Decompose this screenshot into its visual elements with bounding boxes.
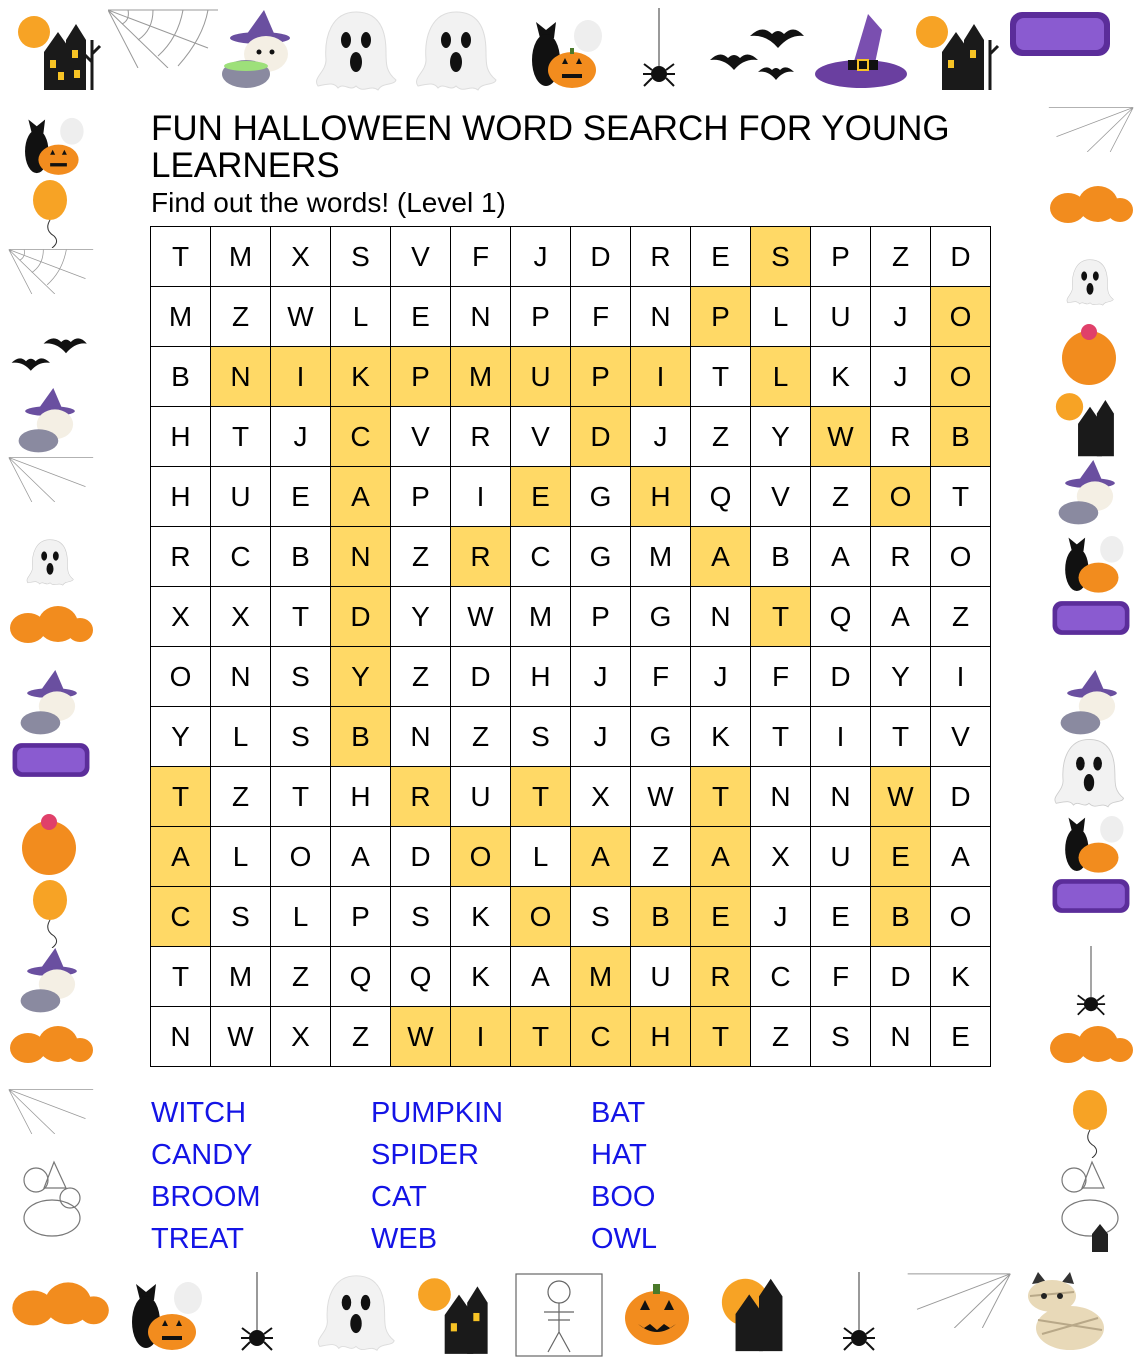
jack-o-lantern-icon: [622, 1278, 692, 1348]
grid-cell[interactable]: W: [811, 407, 871, 467]
ghost-icon: [22, 528, 78, 598]
mummy-cat-icon: [1012, 1270, 1112, 1356]
grid-cell[interactable]: J: [871, 347, 931, 407]
grid-cell[interactable]: W: [871, 767, 931, 827]
grid-cell[interactable]: A: [931, 827, 991, 887]
word-list-item: BAT: [591, 1097, 646, 1129]
trick-or-treat-bucket-icon: [1058, 320, 1120, 386]
grid-cell[interactable]: Z: [931, 587, 991, 647]
grid-cell[interactable]: U: [451, 767, 511, 827]
grid-cell[interactable]: J: [271, 407, 331, 467]
grid-cell[interactable]: A: [811, 527, 871, 587]
happy-halloween-logo-icon: [1048, 876, 1134, 916]
grid-cell[interactable]: T: [151, 767, 211, 827]
haunted-house-icon: [1052, 388, 1128, 458]
grid-cell[interactable]: I: [931, 647, 991, 707]
grid-cell[interactable]: W: [211, 1007, 271, 1067]
grid-cell[interactable]: P: [691, 287, 751, 347]
grid-cell[interactable]: M: [631, 527, 691, 587]
grid-cell[interactable]: G: [571, 527, 631, 587]
ghost-icon: [1046, 736, 1132, 812]
grid-cell[interactable]: N: [751, 767, 811, 827]
grid-cell[interactable]: O: [871, 467, 931, 527]
grid-cell[interactable]: C: [511, 527, 571, 587]
grid-cell[interactable]: N: [151, 1007, 211, 1067]
grid-cell[interactable]: R: [151, 527, 211, 587]
grid-cell[interactable]: P: [331, 887, 391, 947]
black-cat-pumpkin-icon: [1060, 526, 1132, 596]
grid-cell[interactable]: E: [871, 827, 931, 887]
grid-cell[interactable]: J: [571, 707, 631, 767]
grid-cell[interactable]: C: [211, 527, 271, 587]
grid-row: [151, 827, 991, 887]
grid-cell[interactable]: H: [331, 767, 391, 827]
grid-cell[interactable]: Z: [631, 827, 691, 887]
grid-cell[interactable]: H: [631, 467, 691, 527]
grid-row: [151, 347, 991, 407]
grid-cell[interactable]: O: [151, 647, 211, 707]
grid-cell[interactable]: Z: [451, 707, 511, 767]
grid-cell[interactable]: L: [271, 887, 331, 947]
grid-cell[interactable]: P: [571, 587, 631, 647]
grid-cell[interactable]: D: [391, 827, 451, 887]
spider-web-icon: [8, 248, 94, 294]
grid-cell[interactable]: O: [931, 287, 991, 347]
word-list-item: WEB: [371, 1223, 438, 1255]
ghost-icon: [308, 1272, 404, 1356]
grid-cell[interactable]: N: [211, 347, 271, 407]
spider-icon: [1074, 946, 1108, 1020]
ghost-cauldron-icon: [214, 8, 306, 92]
grid-cell[interactable]: R: [691, 947, 751, 1007]
grid-cell[interactable]: G: [631, 707, 691, 767]
grid-cell[interactable]: O: [931, 527, 991, 587]
grid-cell[interactable]: N: [451, 287, 511, 347]
grid-cell[interactable]: B: [271, 527, 331, 587]
happy-halloween-logo-icon: [1008, 8, 1112, 60]
spider-web-icon: [8, 1088, 94, 1134]
grid-cell[interactable]: X: [751, 827, 811, 887]
ghost-cauldron-icon: [14, 668, 90, 738]
grid-cell[interactable]: E: [811, 887, 871, 947]
grid-cell[interactable]: Q: [391, 947, 451, 1007]
grid-cell[interactable]: Z: [751, 1007, 811, 1067]
haunted-house-icon: [14, 10, 102, 92]
grid-cell[interactable]: A: [331, 467, 391, 527]
grid-cell[interactable]: D: [871, 947, 931, 1007]
grid-cell[interactable]: A: [331, 827, 391, 887]
grid-cell[interactable]: A: [691, 827, 751, 887]
grid-cell[interactable]: T: [751, 587, 811, 647]
grid-cell[interactable]: A: [511, 947, 571, 1007]
grid-row: [151, 587, 991, 647]
spider-icon: [240, 1272, 274, 1356]
grid-row: [151, 287, 991, 347]
grid-cell[interactable]: L: [751, 347, 811, 407]
grid-cell[interactable]: T: [211, 407, 271, 467]
grid-cell[interactable]: X: [151, 587, 211, 647]
grid-cell[interactable]: D: [931, 227, 991, 287]
grid-cell[interactable]: J: [631, 407, 691, 467]
grid-cell[interactable]: D: [811, 647, 871, 707]
grid-cell[interactable]: K: [931, 947, 991, 1007]
grid-cell[interactable]: O: [271, 827, 331, 887]
pumpkin-icon: [8, 1020, 94, 1064]
pumpkin-icon: [8, 600, 94, 644]
grid-cell[interactable]: C: [751, 947, 811, 1007]
grid-cell[interactable]: B: [751, 527, 811, 587]
grid-cell[interactable]: Q: [691, 467, 751, 527]
grid-cell[interactable]: Z: [691, 407, 751, 467]
grid-cell[interactable]: F: [451, 227, 511, 287]
grid-cell[interactable]: L: [211, 707, 271, 767]
grid-cell[interactable]: A: [571, 827, 631, 887]
grid-cell[interactable]: D: [931, 767, 991, 827]
grid-cell[interactable]: S: [391, 887, 451, 947]
grid-row: [151, 767, 991, 827]
grid-row: [151, 947, 991, 1007]
grid-cell[interactable]: D: [451, 647, 511, 707]
pumpkin-icon: [1048, 1020, 1134, 1064]
grid-cell[interactable]: E: [391, 287, 451, 347]
ghost-icon: [1062, 248, 1118, 318]
grid-cell[interactable]: R: [871, 407, 931, 467]
word-search-grid: [150, 226, 991, 1067]
grid-cell[interactable]: D: [571, 227, 631, 287]
grid-cell[interactable]: B: [931, 407, 991, 467]
grid-cell[interactable]: S: [331, 227, 391, 287]
grid-cell[interactable]: P: [391, 347, 451, 407]
grid-cell[interactable]: J: [871, 287, 931, 347]
grid-cell[interactable]: J: [571, 647, 631, 707]
grid-cell[interactable]: I: [271, 347, 331, 407]
grid-cell[interactable]: F: [751, 647, 811, 707]
grid-cell[interactable]: P: [571, 347, 631, 407]
word-list-item: HAT: [591, 1139, 647, 1171]
grid-cell[interactable]: S: [271, 647, 331, 707]
grid-cell[interactable]: N: [211, 647, 271, 707]
grid-cell[interactable]: L: [511, 827, 571, 887]
grid-cell[interactable]: X: [211, 587, 271, 647]
ghost-cauldron-icon: [1052, 458, 1128, 528]
grid-cell[interactable]: F: [811, 947, 871, 1007]
grid-cell[interactable]: L: [211, 827, 271, 887]
happy-halloween-logo-icon: [8, 740, 94, 780]
grid-cell[interactable]: W: [631, 767, 691, 827]
grid-cell[interactable]: K: [811, 347, 871, 407]
grid-cell[interactable]: X: [271, 1007, 331, 1067]
grid-cell[interactable]: P: [391, 467, 451, 527]
word-list-item: CAT: [371, 1181, 427, 1213]
instructions: Find out the words! (Level 1): [151, 187, 506, 218]
grid-cell[interactable]: S: [751, 227, 811, 287]
word-list-item: BROOM: [151, 1181, 261, 1213]
spider-web-icon: [904, 1272, 1014, 1328]
word-list-item: PUMPKIN: [371, 1097, 504, 1129]
grid-cell[interactable]: W: [451, 587, 511, 647]
witch-hat-icon: [812, 10, 910, 92]
ghost-icon: [408, 8, 504, 96]
grid-cell[interactable]: U: [811, 827, 871, 887]
grid-cell[interactable]: G: [571, 467, 631, 527]
grid-cell[interactable]: N: [391, 707, 451, 767]
grid-cell[interactable]: K: [451, 887, 511, 947]
grid-cell[interactable]: Z: [391, 527, 451, 587]
grid-cell[interactable]: U: [211, 467, 271, 527]
grid-cell[interactable]: O: [931, 887, 991, 947]
grid-cell[interactable]: D: [331, 587, 391, 647]
grid-cell[interactable]: I: [451, 467, 511, 527]
grid-cell[interactable]: N: [331, 527, 391, 587]
pumpkin-icon: [10, 1274, 110, 1328]
grid-cell[interactable]: V: [391, 407, 451, 467]
grid-cell[interactable]: H: [511, 647, 571, 707]
spider-icon: [842, 1272, 876, 1356]
grid-cell[interactable]: Y: [391, 587, 451, 647]
grid-cell[interactable]: E: [271, 467, 331, 527]
black-cat-pumpkin-icon: [20, 106, 92, 180]
grid-cell[interactable]: F: [571, 287, 631, 347]
grid-cell[interactable]: Y: [751, 407, 811, 467]
grid-cell[interactable]: Z: [271, 947, 331, 1007]
grid-cell[interactable]: W: [271, 287, 331, 347]
word-list-item: WITCH: [151, 1097, 247, 1129]
grid-row: [151, 227, 991, 287]
grid-cell[interactable]: B: [331, 707, 391, 767]
grid-cell[interactable]: E: [691, 887, 751, 947]
grid-cell[interactable]: T: [151, 947, 211, 1007]
grid-cell[interactable]: R: [451, 407, 511, 467]
grid-cell[interactable]: G: [631, 587, 691, 647]
grid-cell[interactable]: I: [631, 347, 691, 407]
grid-cell[interactable]: L: [331, 287, 391, 347]
grid-cell[interactable]: J: [511, 227, 571, 287]
grid-cell[interactable]: N: [631, 287, 691, 347]
grid-cell[interactable]: Z: [811, 467, 871, 527]
grid-cell[interactable]: D: [571, 407, 631, 467]
trick-or-treat-balloon-icon: [30, 878, 70, 948]
grid-row: [151, 1007, 991, 1067]
grid-cell[interactable]: R: [871, 527, 931, 587]
grid-cell[interactable]: O: [511, 887, 571, 947]
word-list-item: SPIDER: [371, 1139, 479, 1171]
grid-cell[interactable]: T: [511, 767, 571, 827]
grid-cell[interactable]: N: [871, 1007, 931, 1067]
grid-cell[interactable]: X: [571, 767, 631, 827]
grid-cell[interactable]: K: [331, 347, 391, 407]
grid-cell[interactable]: E: [511, 467, 571, 527]
spider-icon: [642, 8, 676, 92]
coloring-characters-icon: [14, 1158, 90, 1254]
grid-cell[interactable]: Z: [391, 647, 451, 707]
grid-cell[interactable]: T: [751, 707, 811, 767]
grid-cell[interactable]: M: [511, 587, 571, 647]
grid-cell[interactable]: V: [391, 227, 451, 287]
grid-cell[interactable]: T: [271, 587, 331, 647]
grid-cell[interactable]: H: [151, 407, 211, 467]
grid-row: [151, 407, 991, 467]
ghost-cauldron-icon: [14, 946, 90, 1016]
grid-row: [151, 887, 991, 947]
grid-cell[interactable]: U: [511, 347, 571, 407]
black-cat-pumpkin-icon: [1060, 806, 1132, 876]
grid-cell[interactable]: T: [151, 227, 211, 287]
grid-cell[interactable]: U: [631, 947, 691, 1007]
grid-cell[interactable]: P: [511, 287, 571, 347]
grid-cell[interactable]: R: [451, 527, 511, 587]
grid-cell[interactable]: H: [631, 1007, 691, 1067]
grid-cell[interactable]: O: [451, 827, 511, 887]
grid-cell[interactable]: T: [511, 1007, 571, 1067]
grid-cell[interactable]: B: [631, 887, 691, 947]
grid-cell[interactable]: X: [271, 227, 331, 287]
grid-cell[interactable]: V: [751, 467, 811, 527]
bat-icon: [706, 14, 810, 84]
grid-cell[interactable]: M: [211, 227, 271, 287]
grid-cell[interactable]: Q: [331, 947, 391, 1007]
grid-cell[interactable]: C: [571, 1007, 631, 1067]
grid-cell[interactable]: F: [631, 647, 691, 707]
ghost-cauldron-icon: [1054, 668, 1130, 738]
grid-cell[interactable]: K: [691, 707, 751, 767]
grid-cell[interactable]: V: [931, 707, 991, 767]
grid-cell[interactable]: R: [391, 767, 451, 827]
grid-row: [151, 467, 991, 527]
grid-cell[interactable]: W: [391, 1007, 451, 1067]
grid-cell[interactable]: T: [691, 767, 751, 827]
spider-web-icon: [8, 456, 94, 502]
grid-cell[interactable]: S: [571, 887, 631, 947]
trick-or-treat-bucket-icon: [18, 810, 80, 876]
grid-cell[interactable]: Y: [331, 647, 391, 707]
grid-cell[interactable]: S: [271, 707, 331, 767]
grid-cell[interactable]: J: [751, 887, 811, 947]
grid-cell[interactable]: I: [451, 1007, 511, 1067]
grid-row: [151, 647, 991, 707]
grid-cell[interactable]: I: [811, 707, 871, 767]
word-list-item: BOO: [591, 1181, 656, 1213]
grid-cell[interactable]: N: [811, 767, 871, 827]
grid-cell[interactable]: M: [571, 947, 631, 1007]
grid-cell[interactable]: T: [931, 467, 991, 527]
grid-cell[interactable]: J: [691, 647, 751, 707]
grid-cell[interactable]: Z: [211, 287, 271, 347]
grid-cell[interactable]: Y: [871, 647, 931, 707]
grid-cell[interactable]: N: [691, 587, 751, 647]
grid-cell[interactable]: S: [211, 887, 271, 947]
ghost-icon: [308, 8, 404, 96]
grid-cell[interactable]: U: [811, 287, 871, 347]
haunted-house-icon: [912, 10, 1000, 92]
grid-cell[interactable]: Y: [151, 707, 211, 767]
grid-cell[interactable]: V: [511, 407, 571, 467]
black-cat-pumpkin-icon: [526, 8, 612, 92]
page-title: FUN HALLOWEEN WORD SEARCH FOR YOUNG LEARNERS: [151, 109, 950, 185]
grid-row: [151, 707, 991, 767]
pumpkin-icon: [1048, 180, 1134, 224]
grid-cell[interactable]: M: [151, 287, 211, 347]
grid-cell[interactable]: B: [151, 347, 211, 407]
grid-cell[interactable]: Z: [871, 227, 931, 287]
grid-cell[interactable]: B: [871, 887, 931, 947]
skeleton-coloring-icon: [514, 1272, 604, 1358]
grid-cell[interactable]: M: [451, 347, 511, 407]
word-list-item: OWL: [591, 1223, 658, 1255]
grid-cell[interactable]: C: [151, 887, 211, 947]
bat-icon: [8, 326, 92, 382]
spider-web-icon: [108, 8, 218, 68]
grid-cell[interactable]: C: [331, 407, 391, 467]
grid-cell[interactable]: R: [631, 227, 691, 287]
grid-cell[interactable]: S: [511, 707, 571, 767]
grid-cell[interactable]: A: [151, 827, 211, 887]
grid-row: [151, 527, 991, 587]
trick-or-treat-balloon-icon: [30, 178, 70, 248]
grid-cell[interactable]: Z: [331, 1007, 391, 1067]
spider-web-icon: [1048, 106, 1134, 152]
grid-cell[interactable]: T: [271, 767, 331, 827]
grid-cell[interactable]: T: [691, 347, 751, 407]
grid-cell[interactable]: A: [871, 587, 931, 647]
grid-cell[interactable]: L: [751, 287, 811, 347]
grid-cell[interactable]: E: [691, 227, 751, 287]
grid-cell[interactable]: K: [451, 947, 511, 1007]
grid-cell[interactable]: T: [871, 707, 931, 767]
haunted-house-icon: [414, 1272, 504, 1356]
trick-or-treat-balloon-icon: [1070, 1088, 1110, 1158]
word-list-item: CANDY: [151, 1139, 253, 1171]
grid-cell[interactable]: S: [811, 1007, 871, 1067]
grid-cell[interactable]: M: [211, 947, 271, 1007]
grid-cell[interactable]: P: [811, 227, 871, 287]
grid-cell[interactable]: H: [151, 467, 211, 527]
grid-cell[interactable]: E: [931, 1007, 991, 1067]
grid-cell[interactable]: O: [931, 347, 991, 407]
haunted-house-icon: [716, 1270, 802, 1356]
ghost-cauldron-icon: [12, 386, 88, 456]
black-cat-pumpkin-icon: [126, 1270, 212, 1354]
grid-cell[interactable]: T: [691, 1007, 751, 1067]
coloring-characters-icon: [1052, 1158, 1128, 1254]
happy-halloween-logo-icon: [1048, 598, 1134, 638]
grid-cell[interactable]: Z: [211, 767, 271, 827]
grid-cell[interactable]: Q: [811, 587, 871, 647]
word-list-item: TREAT: [151, 1223, 244, 1255]
grid-cell[interactable]: A: [691, 527, 751, 587]
